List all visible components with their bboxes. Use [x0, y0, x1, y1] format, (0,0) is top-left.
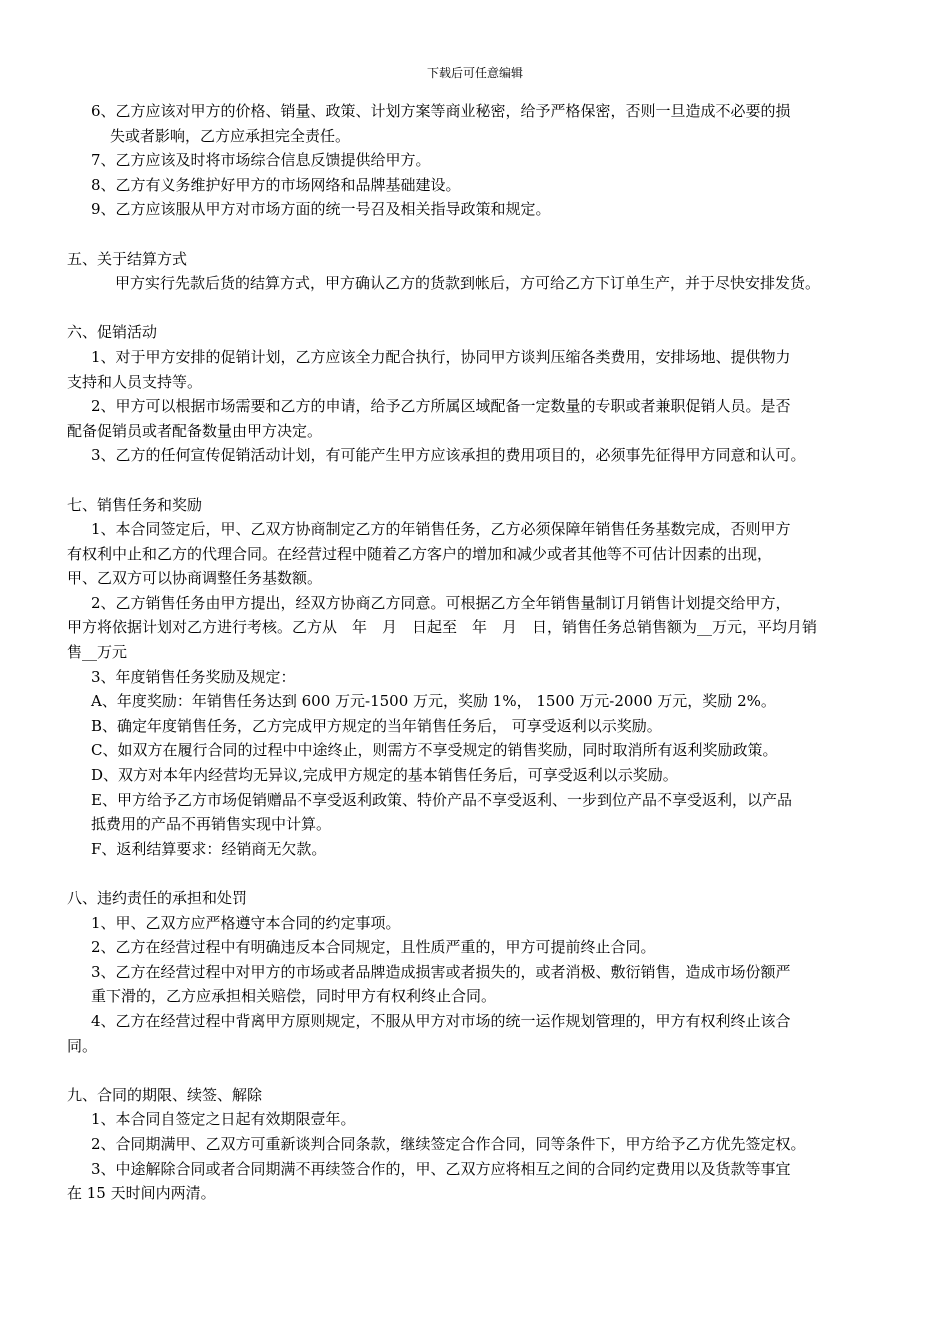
- section-4-items: [67, 99, 883, 222]
- clause-7-3: 3、年度销售任务奖励及规定：: [91, 667, 296, 686]
- clause-8-1: 1、甲、乙双方应严格遵守本合同的约定事项。: [91, 913, 401, 932]
- clause-line: 3、乙方在经营过程中对甲方的市场或者品牌造成损害或者损失的，或者消极、敷衍销售，造成市场份额严: [91, 962, 791, 981]
- clause-line: 1、对于甲方安排的促销计划，乙方应该全力配合执行，协同甲方谈判压缩各类费用，安排场地、提供物力: [91, 347, 791, 366]
- clause-line: 失或者影响，乙方应承担完全责任。: [110, 126, 351, 145]
- clause-line: 配备促销员或者配备数量由甲方决定。: [67, 421, 323, 440]
- clause-4-9: 9、乙方应该服从甲方对市场方面的统一号召及相关指导政策和规定。: [91, 200, 551, 219]
- clause-line: 甲方将依据计划对乙方进行考核。乙方从 年 月 日起至 年 月 日，销售任务总销售额为__万元，平均月销: [67, 618, 818, 637]
- clause-line: 4、乙方在经营过程中背离甲方原则规定，不服从甲方对市场的统一运作规划管理的，甲方有权利终止该合: [91, 1011, 791, 1030]
- clause-line: 抵费用的产品不再销售实现中计算。: [91, 815, 332, 834]
- clause-9-1: 1、本合同自签定之日起有效期限壹年。: [91, 1110, 356, 1129]
- section-5-title: 五、关于结算方式: [67, 249, 188, 268]
- clause-7-d: D、双方对本年内经营均无异议,完成甲方规定的基本销售任务后，可享受返利以示奖励。: [91, 766, 678, 785]
- clause-7-f: F、返利结算要求：经销商无欠款。: [91, 839, 327, 858]
- clause-6-1: [67, 345, 883, 394]
- clause-9-2: 2、合同期满甲、乙双方可重新谈判合同条款，继续签定合作合同，同等条件下，甲方给予乙方优先签定权。: [91, 1134, 806, 1153]
- clause-7-c: C、如双方在履行合同的过程中中途终止，则需方不享受规定的销售奖励，同时取消所有返利奖励政策。: [91, 741, 778, 760]
- clause-6-3: 3、乙方的任何宣传促销活动计划，有可能产生甲方应该承担的费用项目的，必须事先征得甲方同意和认可。: [91, 446, 806, 465]
- clause-7-b: B、确定年度销售任务，乙方完成甲方规定的当年销售任务后， 可享受返利以示奖励。: [91, 716, 662, 735]
- clause-6-2: [67, 394, 883, 443]
- clause-line: 甲、乙双方可以协商调整任务基数额。: [67, 569, 323, 588]
- clause-line: E、甲方给予乙方市场促销赠品不享受返利政策、特价产品不享受返利、一步到位产品不享受返利，以产品: [91, 790, 792, 809]
- clause-line: 1、本合同签定后，甲、乙双方协商制定乙方的年销售任务，乙方必须保障年销售任务基数完成，否则甲方: [91, 520, 791, 539]
- clause-4-7: 7、乙方应该及时将市场综合信息反馈提供给甲方。: [91, 151, 431, 170]
- clause-line: 2、乙方销售任务由甲方提出，经双方协商乙方同意。可根据乙方全年销售量制订月销售计划提交给甲方，: [91, 593, 791, 612]
- clause-7-e: [67, 788, 883, 837]
- section-9-title: 九、合同的期限、续签、解除: [67, 1085, 263, 1104]
- clause-9-3: [67, 1157, 883, 1206]
- section-5-body: 甲方实行先款后货的结算方式，甲方确认乙方的货款到帐后，方可给乙方下订单生产，并于尽快安排发货。: [115, 274, 821, 293]
- clause-line: 同。: [67, 1036, 98, 1055]
- clause-line: 有权利中止和乙方的代理合同。在经营过程中随着乙方客户的增加和减少或者其他等不可估计因素的出现，: [67, 544, 773, 563]
- section-8-title: 八、违约责任的承担和处罚: [67, 889, 248, 907]
- document-body: [67, 99, 883, 1206]
- clause-line: 售__万元: [67, 643, 128, 662]
- clause-line: 2、甲方可以根据市场需要和乙方的申请，给予乙方所属区域配备一定数量的专职或者兼职促销人员。是否: [91, 397, 791, 416]
- section-6-title: 六、促销活动: [67, 323, 158, 342]
- clause-line: 在 15 天时间内两清。: [67, 1184, 216, 1203]
- clause-line: 6、乙方应该对甲方的价格、销量、政策、计划方案等商业秘密，给予严格保密，否则一旦造成不必要的损: [91, 102, 791, 120]
- clause-4-6: [67, 99, 883, 148]
- clause-7-1: [67, 517, 883, 591]
- clause-line: 重下滑的，乙方应承担相关赔偿，同时甲方有权利终止合同。: [91, 987, 497, 1006]
- section-7-title: 七、销售任务和奖励: [67, 495, 203, 514]
- clause-line: 支持和人员支持等。: [67, 372, 203, 391]
- page-header: 下载后可任意编辑: [426, 66, 523, 80]
- clause-8-3: [67, 960, 883, 1009]
- clause-line: 3、中途解除合同或者合同期满不再续签合作的，甲、乙双方应将相互之间的合同约定费用以及货款等事宜: [91, 1159, 791, 1178]
- clause-8-4: [67, 1009, 883, 1058]
- clause-7-2: [67, 591, 883, 665]
- clause-8-2: 2、乙方在经营过程中有明确违反本合同规定，且性质严重的，甲方可提前终止合同。: [91, 938, 656, 957]
- clause-4-8: 8、乙方有义务维护好甲方的市场网络和品牌基础建设。: [91, 175, 461, 194]
- clause-7-a: A、年度奖励：年销售任务达到 600 万元-1500 万元，奖励 1%， 1500 万元-2000 万元，奖励 2%。: [91, 692, 776, 711]
